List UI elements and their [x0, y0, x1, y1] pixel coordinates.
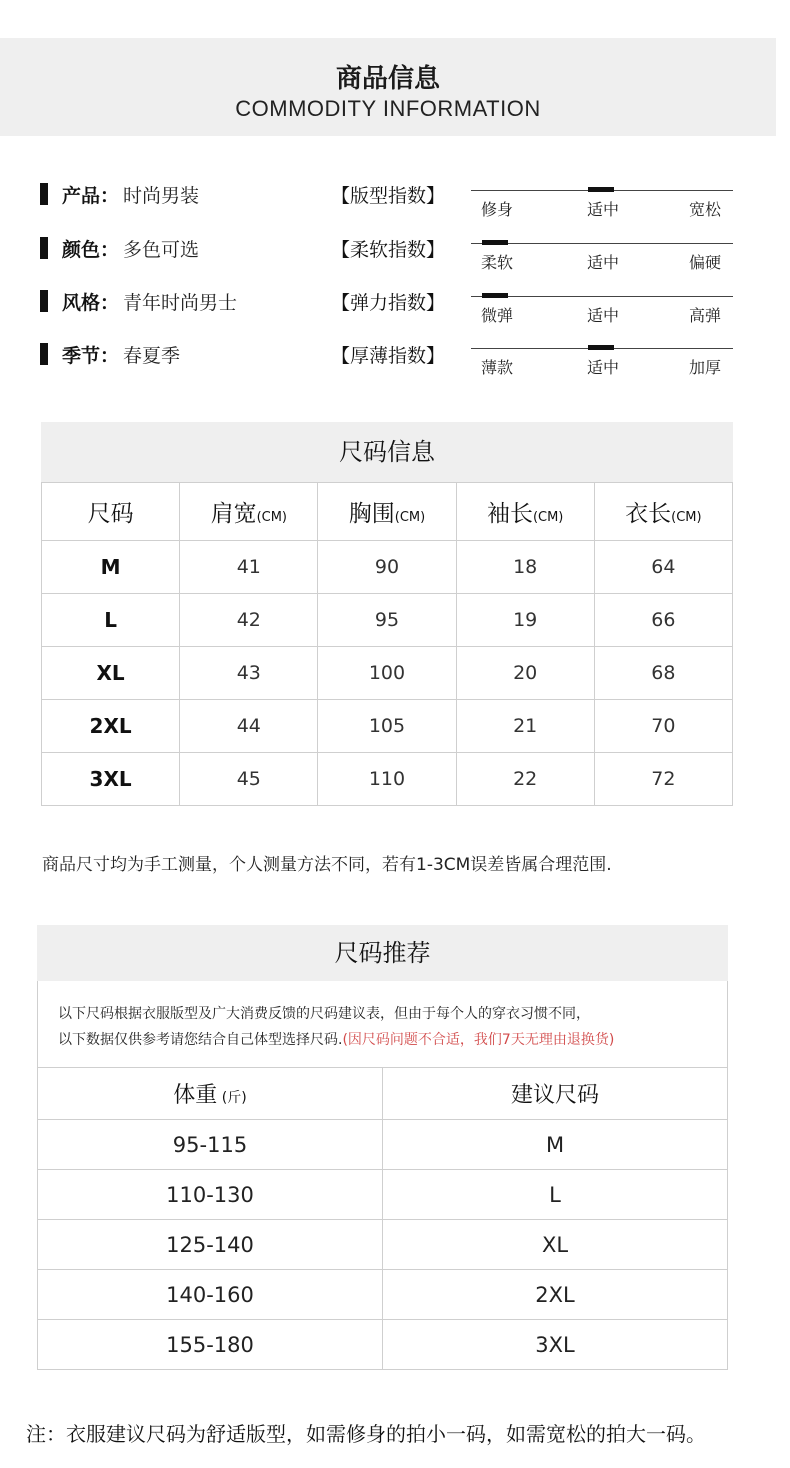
table-cell: 41 — [180, 541, 318, 594]
scale-marker — [588, 345, 614, 350]
table-cell: 20 — [456, 647, 594, 700]
weight-cell: 125-140 — [38, 1220, 383, 1270]
recommendation-description — [37, 981, 728, 1067]
scale-marker — [482, 240, 508, 245]
size-recommendation-title: 尺码推荐 — [37, 925, 728, 981]
index-label-softness: 【柔软指数】 — [331, 239, 446, 261]
attribute-product — [40, 179, 199, 209]
table-header-row — [42, 483, 733, 541]
description-line: 以下尺码根据衣服版型及广大消费反馈的尺码建议表，但由于每个人的穿衣习惯不同， — [58, 1006, 590, 1022]
scale-option: 高弹 — [689, 306, 722, 325]
table-row — [38, 1120, 728, 1170]
table-row — [42, 700, 733, 753]
table-cell: 110 — [318, 753, 456, 806]
attribute-value: 时尚男装 — [123, 184, 200, 207]
attribute-value: 春夏季 — [123, 344, 181, 367]
scale-option: 修身 — [481, 200, 514, 219]
size-cell: 3XL — [383, 1320, 728, 1370]
column-header: 尺码 — [42, 483, 180, 541]
index-label-fit: 【版型指数】 — [331, 185, 446, 207]
column-header: 体重 (斤) — [38, 1068, 383, 1120]
table-cell: 42 — [180, 594, 318, 647]
bullet-bar — [40, 237, 48, 259]
attribute-key: 风格： — [62, 291, 120, 314]
table-cell: 22 — [456, 753, 594, 806]
index-scale-thickness — [471, 338, 733, 378]
scale-line — [471, 243, 733, 244]
size-info-title: 尺码信息 — [41, 422, 733, 482]
table-row — [38, 1170, 728, 1220]
weight-cell: 95-115 — [38, 1120, 383, 1170]
index-scale-fit — [471, 180, 733, 220]
scale-option: 柔软 — [481, 253, 514, 272]
table-cell: 95 — [318, 594, 456, 647]
scale-option: 偏硬 — [689, 253, 722, 272]
page-subtitle: COMMODITY INFORMATION — [235, 96, 541, 121]
table-cell: 45 — [180, 753, 318, 806]
table-row — [38, 1320, 728, 1370]
size-cell: XL — [42, 647, 180, 700]
scale-option: 适中 — [587, 253, 620, 272]
table-row — [42, 753, 733, 806]
scale-option: 适中 — [587, 306, 620, 325]
attribute-value: 多色可选 — [123, 238, 200, 261]
table-cell: 43 — [180, 647, 318, 700]
table-row — [42, 647, 733, 700]
table-row — [42, 541, 733, 594]
table-row — [42, 594, 733, 647]
page-title: 商品信息 — [335, 64, 440, 94]
table-row — [38, 1220, 728, 1270]
size-cell: M — [42, 541, 180, 594]
index-label-elasticity: 【弹力指数】 — [331, 292, 446, 314]
attribute-key: 产品： — [62, 184, 120, 207]
index-scale-softness — [471, 233, 733, 273]
size-cell: 3XL — [42, 753, 180, 806]
measurement-note: 商品尺寸均为手工测量，个人测量方法不同，若有1-3CM误差皆属合理范围. — [42, 855, 612, 875]
scale-marker — [482, 293, 508, 298]
scale-option: 薄款 — [481, 358, 514, 377]
attribute-value: 青年时尚男士 — [123, 291, 238, 314]
table-cell: 100 — [318, 647, 456, 700]
table-cell: 64 — [594, 541, 732, 594]
column-header: 建议尺码 — [383, 1068, 728, 1120]
size-recommendation-table — [37, 1067, 728, 1370]
size-cell: 2XL — [42, 700, 180, 753]
scale-marker — [588, 187, 614, 192]
scale-option: 加厚 — [689, 358, 722, 377]
scale-option: 微弹 — [481, 306, 514, 325]
attribute-season — [40, 339, 180, 369]
table-cell: 105 — [318, 700, 456, 753]
attribute-key: 季节： — [62, 344, 120, 367]
size-cell: XL — [383, 1220, 728, 1270]
table-cell: 21 — [456, 700, 594, 753]
footer-note: 注：衣服建议尺码为舒适版型，如需修身的拍小一码，如需宽松的拍大一码。 — [26, 1422, 706, 1446]
bullet-bar — [40, 183, 48, 205]
table-cell: 18 — [456, 541, 594, 594]
table-cell: 72 — [594, 753, 732, 806]
table-row — [38, 1270, 728, 1320]
column-header: 衣长(CM) — [594, 483, 732, 541]
header-band — [0, 38, 776, 136]
table-cell: 90 — [318, 541, 456, 594]
table-cell: 19 — [456, 594, 594, 647]
table-cell: 68 — [594, 647, 732, 700]
attribute-color — [40, 233, 199, 263]
table-header-row — [38, 1068, 728, 1120]
attribute-style — [40, 286, 237, 316]
size-info-table — [41, 482, 733, 806]
index-scale-elasticity — [471, 286, 733, 326]
size-cell: L — [42, 594, 180, 647]
table-cell: 44 — [180, 700, 318, 753]
bullet-bar — [40, 290, 48, 312]
scale-option: 适中 — [587, 358, 620, 377]
scale-option: 适中 — [587, 200, 620, 219]
index-label-thickness: 【厚薄指数】 — [331, 345, 446, 367]
attribute-key: 颜色： — [62, 238, 120, 261]
scale-option: 宽松 — [689, 200, 722, 219]
column-header: 胸围(CM) — [318, 483, 456, 541]
weight-cell: 155-180 — [38, 1320, 383, 1370]
weight-cell: 110-130 — [38, 1170, 383, 1220]
weight-cell: 140-160 — [38, 1270, 383, 1320]
size-cell: M — [383, 1120, 728, 1170]
table-cell: 70 — [594, 700, 732, 753]
bullet-bar — [40, 343, 48, 365]
size-cell: 2XL — [383, 1270, 728, 1320]
size-cell: L — [383, 1170, 728, 1220]
description-line: 以下数据仅供参考请您结合自己体型选择尺码.(因尺码问题不合适，我们7天无理由退换货) — [58, 1032, 615, 1048]
return-policy-highlight: (因尺码问题不合适，我们7天无理由退换货) — [342, 1032, 615, 1048]
column-header: 袖长(CM) — [456, 483, 594, 541]
scale-line — [471, 296, 733, 297]
table-cell: 66 — [594, 594, 732, 647]
column-header: 肩宽(CM) — [180, 483, 318, 541]
